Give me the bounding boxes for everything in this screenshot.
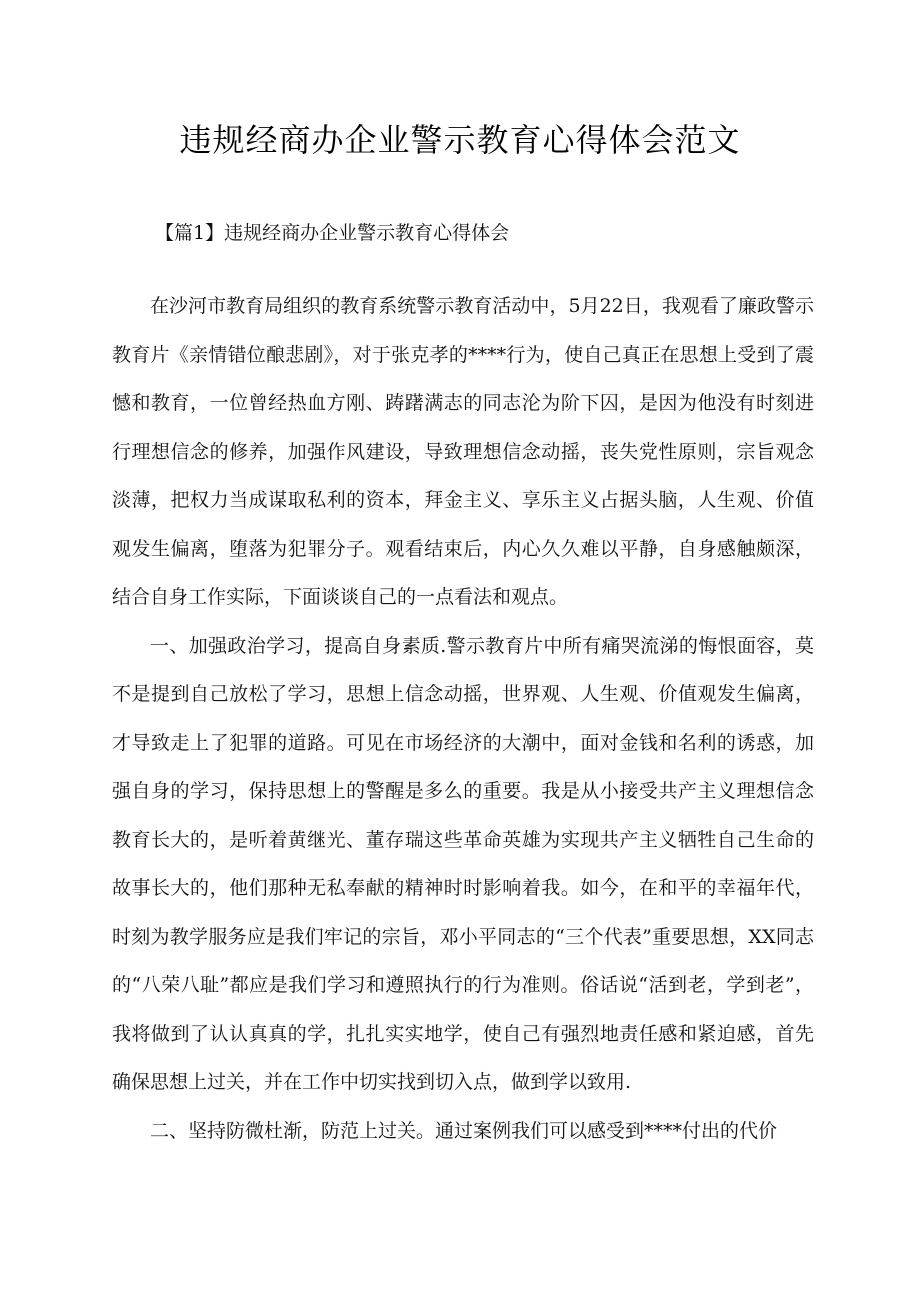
- paragraph-point-two: 二、坚持防微杜渐，防范上过关。通过案例我们可以感受到****付出的代价: [150, 1119, 778, 1142]
- paragraph-point-one: 一、加强政治学习，提高自身素质.警示教育片中所有痛哭流涕的悔恨面容，莫不是提到自己放松了学习，思想上信念动摇，世界观、人生观、价值观发生偏离，才导致走上了犯罪的道路。可见在市场经济的大潮中，面对金钱和名利的诱惑，加强自身的学习，保持思想上的警醒是多么的重要。我是从小接受共产主义理想信念教育长大的，是听着黄继光、董存瑞这些革命英雄为实现共产主义牺牲自己生命的故事长大的，他们那种无私奉献的精神时时影响着我。如今，在和平的幸福年代，时刻为教学服务应是我们牢记的宗旨，邓小平同志的“三个代表”重要思想，XX同志的“八荣八耻”都应是我们学习和遵照执行的行为准则。俗话说“活到老，学到老”，我将做到了认认真真的学，扎扎实实地学，使自己有强烈地责任感和紧迫感，首先确保思想上过关，并在工作中切实找到切入点，做到学以致用.: [112, 634, 814, 1093]
- document-title: 违规经商办企业警示教育心得体会范文: [179, 121, 741, 159]
- section-heading: 【篇1】违规经商办企业警示教育心得体会: [155, 222, 510, 244]
- document-body: [112, 282, 814, 1155]
- paragraph-intro: 在沙河市教育局组织的教育系统警示教育活动中，5月22日，我观看了廉政警示教育片《亲情错位酿悲剧》，对于张克孝的****行为，使自己真正在思想上受到了震憾和教育，一位曾经热血方刚、踌躇满志的同志沦为阶下囚，是因为他没有时刻进行理想信念的修养，加强作风建设，导致理想信念动摇，丧失党性原则，宗旨观念淡薄，把权力当成谋取私利的资本，拜金主义、享乐主义占据头脑，人生观、价值观发生偏离，堕落为犯罪分子。观看结束后，内心久久难以平静，自身感触颇深，结合自身工作实际，下面谈谈自己的一点看法和观点。: [112, 295, 814, 608]
